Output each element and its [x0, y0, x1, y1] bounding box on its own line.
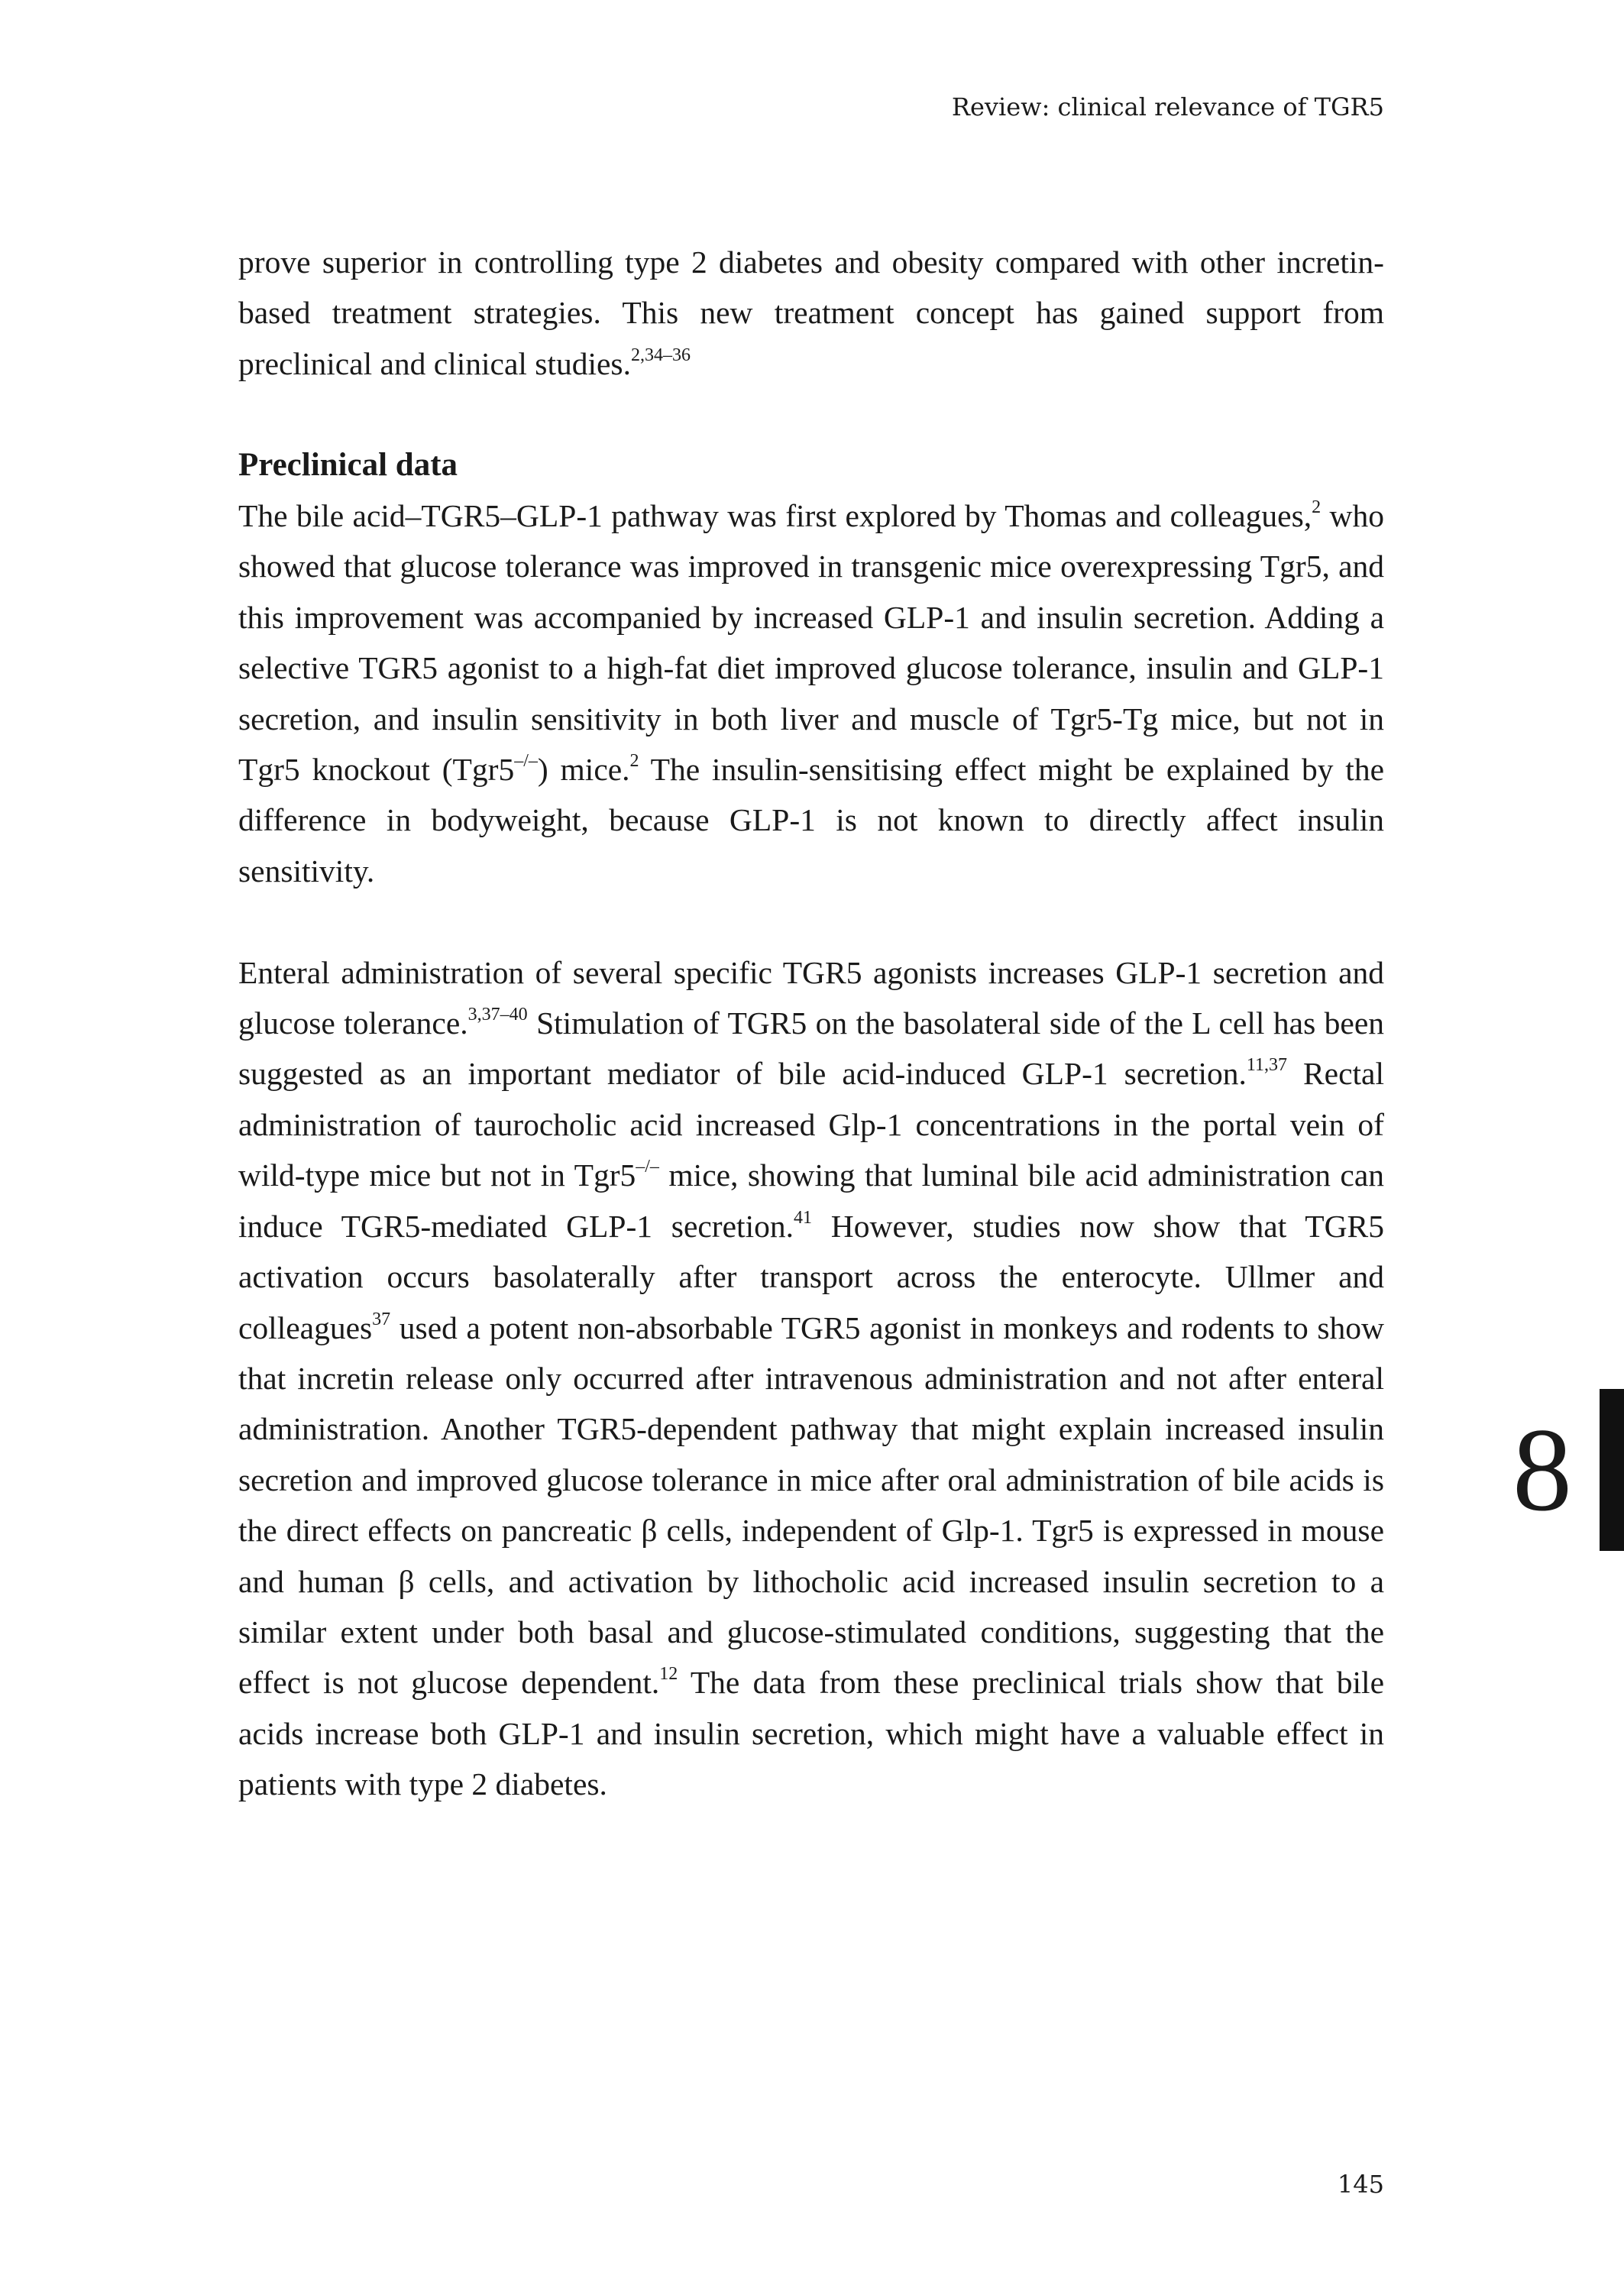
text-run: who showed that glucose tolerance was improved in transgenic mice overexpressing Tgr5, and this improvement was accompanied by increased GLP-1 and insulin secretion. Adding a selective TGR5 agonist to a high-fat diet improved glucose tolerance, insulin and GLP-1 secretion, and insulin sensitivity in both liver and muscle of Tgr5-Tg mice, but not in Tgr5 knockout (Tgr5 [238, 498, 1384, 788]
paragraph-2 [238, 947, 1384, 1810]
text-run: ) mice. [537, 752, 630, 788]
chapter-marker [1512, 1389, 1572, 1551]
chapter-number: 8 [1512, 1403, 1572, 1536]
running-header: Review: clinical relevance of TGR5 [951, 92, 1384, 121]
text-run: prove superior in controlling type 2 diabetes and obesity compared with other incretin-based treatment strategies. This new treatment concept has gained support from preclinical and clinical studies. [238, 244, 1384, 381]
section-heading: Preclinical data [238, 446, 458, 483]
text-run: The insulin-sensitising effect might be explained by the difference in bodyweight, because GLP-1 is not known to directly affect insulin sensitivity. [238, 752, 1384, 889]
text-run: The data from these preclinical trials show that bile acids increase both GLP-1 and insulin secretion, which might have a valuable effect in patients with type 2 diabetes. [238, 1665, 1384, 1802]
text-run: The bile acid–TGR5–GLP-1 pathway was first explored by Thomas and colleagues, [238, 498, 1312, 534]
citation-superscript: 2 [1312, 497, 1322, 518]
intro-paragraph [238, 237, 1384, 389]
citation-superscript: 12 [659, 1664, 678, 1685]
text-run: Rectal administration of taurocholic acid increased Glp-1 concentrations in the portal vein of wild-type mice but not in Tgr5 [238, 1056, 1385, 1193]
text-run: Stimulation of TGR5 on the basolateral side of the L cell has been suggested as an important mediator of bile acid-induced GLP-1 secretion. [238, 1005, 1384, 1092]
paragraph-1 [238, 490, 1384, 896]
citation-superscript: 11,37 [1246, 1055, 1287, 1076]
citation-superscript: 41 [793, 1207, 812, 1228]
page-number: 145 [1337, 2170, 1384, 2199]
text-run: used a potent non-absorbable TGR5 agonist in monkeys and rodents to show that incretin release only occurred after intravenous administration and not after enteral administration. Another TGR5-dependent pathway that might explain increased insulin secretion and improved glucose tolerance in mice after oral administration of bile acids is the direct effects on pancreatic β cells, independent of Glp-1. Tgr5 is expressed in mouse and human β cells, and activation by lithocholic acid increased insulin secretion to a similar extent under both basal and glucose-stimulated conditions, suggesting that the effect is not glucose dependent. [238, 1309, 1384, 1701]
citation-superscript: 2 [629, 751, 639, 772]
chapter-tab-bar [1600, 1389, 1624, 1551]
text-run: mice, showing that luminal bile acid administration can induce TGR5-mediated GLP-1 secretion. [238, 1157, 1384, 1244]
citation-superscript: 37 [372, 1309, 391, 1329]
text-run: Enteral administration of several specific TGR5 agonists increases GLP-1 secretion and glucose tolerance. [238, 954, 1384, 1041]
citation-superscript: –/– [636, 1157, 659, 1177]
body-text [238, 237, 1384, 1810]
text-run: However, studies now show that TGR5 activation occurs basolaterally after transport across the enterocyte. Ullmer and colleagues [238, 1208, 1384, 1345]
citation-superscript: –/– [514, 751, 538, 772]
citation-superscript: 2,34–36 [630, 345, 691, 365]
citation-superscript: 3,37–40 [467, 1005, 528, 1025]
